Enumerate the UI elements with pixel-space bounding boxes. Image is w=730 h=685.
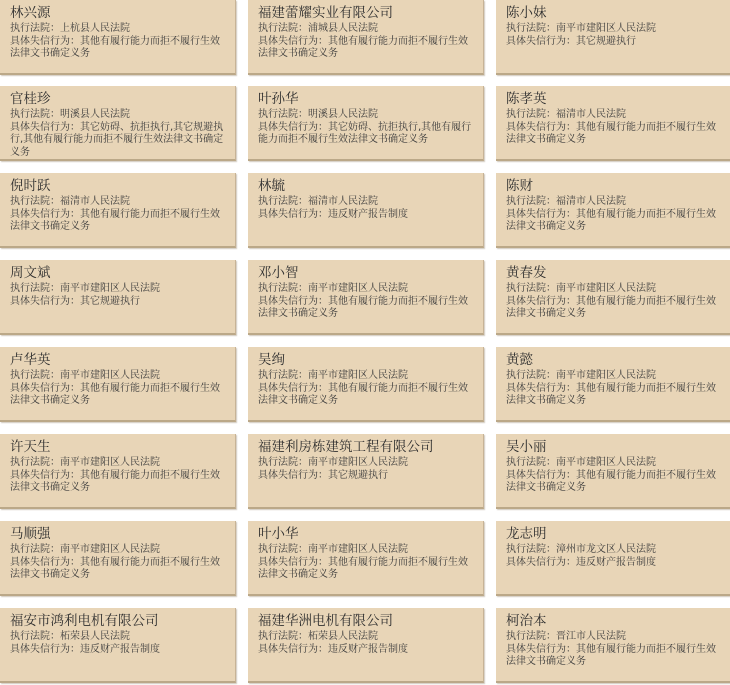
record-name[interactable]: 吴小丽	[506, 439, 547, 455]
court-line	[506, 457, 725, 470]
court-value: 南平市建阳区人民法院	[308, 544, 408, 555]
record-name[interactable]: 龙志明	[506, 526, 547, 542]
behavior-line	[10, 644, 229, 657]
behavior-label: 具体失信行为：	[506, 121, 576, 133]
record-name[interactable]: 黄懿	[506, 352, 533, 368]
court-line	[258, 109, 477, 122]
record-card[interactable]	[248, 86, 484, 161]
record-card[interactable]	[248, 260, 484, 335]
court-label: 执行法院：	[506, 283, 556, 294]
record-name[interactable]: 福建华洲电机有限公司	[258, 613, 393, 629]
record-card[interactable]	[496, 521, 730, 596]
behavior-value: 其他有履行能力而拒不履行生效法律文书确定义务	[506, 382, 716, 406]
behavior-value: 其它妨碍、抗拒执行,其他有履行能力而拒不履行生效法律文书确定义务	[258, 121, 472, 145]
behavior-value: 其它规避执行	[80, 295, 140, 307]
behavior-line	[10, 36, 229, 61]
behavior-label: 具体失信行为：	[258, 469, 328, 481]
court-value: 漳州市龙文区人民法院	[556, 544, 656, 555]
court-value: 明溪县人民法院	[60, 109, 130, 120]
record-name[interactable]: 福建利房栋建筑工程有限公司	[258, 439, 434, 455]
behavior-label: 具体失信行为：	[258, 208, 328, 220]
court-line	[506, 544, 725, 557]
behavior-value: 其他有履行能力而拒不履行生效法律文书确定义务	[10, 556, 220, 580]
behavior-label: 具体失信行为：	[258, 121, 328, 133]
court-value: 南平市建阳区人民法院	[556, 457, 656, 468]
record-name[interactable]: 陈小妹	[506, 5, 547, 21]
court-label: 执行法院：	[506, 631, 556, 642]
court-value: 上杭县人民法院	[60, 23, 130, 34]
behavior-line	[10, 209, 229, 234]
court-value: 福清市人民法院	[556, 109, 626, 120]
court-value: 柘荣县人民法院	[60, 631, 130, 642]
behavior-line	[506, 209, 725, 234]
record-name[interactable]: 官桂珍	[10, 91, 51, 107]
behavior-label: 具体失信行为：	[258, 35, 328, 47]
record-card[interactable]	[496, 260, 730, 335]
court-line	[258, 370, 477, 383]
record-name[interactable]: 叶小华	[258, 526, 299, 542]
behavior-line	[506, 122, 725, 147]
court-line	[258, 196, 477, 209]
court-line	[10, 109, 229, 122]
record-card[interactable]	[248, 0, 484, 75]
behavior-value: 其他有履行能力而拒不履行生效法律文书确定义务	[258, 382, 468, 406]
behavior-value: 其他有履行能力而拒不履行生效法律文书确定义务	[258, 295, 468, 319]
record-card[interactable]	[0, 0, 236, 75]
behavior-label: 具体失信行为：	[10, 643, 80, 655]
behavior-value: 其他有履行能力而拒不履行生效法律文书确定义务	[10, 382, 220, 406]
court-value: 南平市建阳区人民法院	[556, 23, 656, 34]
court-line	[506, 370, 725, 383]
behavior-label: 具体失信行为：	[258, 643, 328, 655]
record-name[interactable]: 马顺强	[10, 526, 51, 542]
court-value: 南平市建阳区人民法院	[308, 370, 408, 381]
behavior-value: 违反财产报告制度	[80, 643, 160, 655]
behavior-value: 其他有履行能力而拒不履行生效法律文书确定义务	[506, 643, 716, 667]
record-name[interactable]: 林兴源	[10, 5, 51, 21]
court-label: 执行法院：	[10, 283, 60, 294]
record-name[interactable]: 周文斌	[10, 265, 51, 281]
court-label: 执行法院：	[506, 109, 556, 120]
behavior-line	[258, 209, 477, 222]
court-value: 浦城县人民法院	[308, 23, 378, 34]
record-card[interactable]	[248, 434, 484, 509]
court-label: 执行法院：	[258, 370, 308, 381]
court-label: 执行法院：	[10, 370, 60, 381]
behavior-label: 具体失信行为：	[258, 295, 328, 307]
behavior-label: 具体失信行为：	[258, 556, 328, 568]
court-value: 南平市建阳区人民法院	[60, 283, 160, 294]
court-label: 执行法院：	[10, 23, 60, 34]
behavior-label: 具体失信行为：	[10, 556, 80, 568]
behavior-line	[10, 470, 229, 495]
court-value: 福清市人民法院	[308, 196, 378, 207]
behavior-value: 其他有履行能力而拒不履行生效法律文书确定义务	[10, 469, 220, 493]
record-name[interactable]: 福建蕾耀实业有限公司	[258, 5, 393, 21]
court-label: 执行法院：	[10, 109, 60, 120]
court-label: 执行法院：	[506, 544, 556, 555]
behavior-label: 具体失信行为：	[10, 121, 80, 133]
behavior-value: 违反财产报告制度	[328, 643, 408, 655]
court-value: 南平市建阳区人民法院	[308, 283, 408, 294]
court-label: 执行法院：	[506, 457, 556, 468]
court-line	[506, 196, 725, 209]
behavior-label: 具体失信行为：	[258, 382, 328, 394]
record-card[interactable]	[496, 347, 730, 422]
record-card[interactable]	[0, 521, 236, 596]
record-card[interactable]	[496, 173, 730, 248]
record-card[interactable]	[496, 86, 730, 161]
record-card[interactable]	[248, 521, 484, 596]
record-card[interactable]	[0, 260, 236, 335]
behavior-line	[506, 296, 725, 321]
record-name[interactable]: 陈孝英	[506, 91, 547, 107]
record-card[interactable]	[248, 173, 484, 248]
court-line	[258, 544, 477, 557]
court-value: 明溪县人民法院	[308, 109, 378, 120]
behavior-label: 具体失信行为：	[10, 295, 80, 307]
behavior-value: 违反财产报告制度	[576, 556, 656, 568]
court-line	[10, 631, 229, 644]
court-label: 执行法院：	[258, 544, 308, 555]
record-card[interactable]	[0, 434, 236, 509]
behavior-line	[258, 36, 477, 61]
behavior-label: 具体失信行为：	[506, 295, 576, 307]
behavior-value: 其他有履行能力而拒不履行生效法律文书确定义务	[506, 295, 716, 319]
court-value: 福清市人民法院	[60, 196, 130, 207]
behavior-line	[258, 122, 477, 147]
behavior-value: 其他有履行能力而拒不履行生效法律文书确定义务	[506, 469, 716, 493]
behavior-line	[506, 470, 725, 495]
behavior-line	[10, 557, 229, 582]
behavior-value: 违反财产报告制度	[328, 208, 408, 220]
court-line	[10, 370, 229, 383]
record-name[interactable]: 邓小智	[258, 265, 299, 281]
record-name[interactable]: 福安市鸿利电机有限公司	[10, 613, 159, 629]
court-label: 执行法院：	[506, 196, 556, 207]
record-name[interactable]: 叶孙华	[258, 91, 299, 107]
court-line	[10, 196, 229, 209]
behavior-line	[10, 296, 229, 309]
behavior-line	[506, 644, 725, 669]
behavior-line	[258, 644, 477, 657]
record-card[interactable]	[0, 173, 236, 248]
behavior-label: 具体失信行为：	[10, 382, 80, 394]
court-label: 执行法院：	[258, 196, 308, 207]
behavior-line	[506, 36, 725, 49]
behavior-value: 其他有履行能力而拒不履行生效法律文书确定义务	[10, 208, 220, 232]
court-value: 南平市建阳区人民法院	[60, 544, 160, 555]
court-label: 执行法院：	[10, 457, 60, 468]
behavior-label: 具体失信行为：	[10, 208, 80, 220]
behavior-value: 其他有履行能力而拒不履行生效法律文书确定义务	[258, 556, 468, 580]
court-label: 执行法院：	[258, 631, 308, 642]
court-line	[10, 457, 229, 470]
behavior-label: 具体失信行为：	[506, 556, 576, 568]
behavior-value: 其它妨碍、抗拒执行,其它规避执行,其他有履行能力而拒不履行生效法律文书确定义务	[10, 121, 224, 158]
behavior-line	[10, 383, 229, 408]
court-line	[506, 23, 725, 36]
behavior-line	[506, 557, 725, 570]
behavior-label: 具体失信行为：	[506, 469, 576, 481]
court-value: 南平市建阳区人民法院	[556, 370, 656, 381]
court-label: 执行法院：	[10, 631, 60, 642]
court-line	[506, 109, 725, 122]
behavior-label: 具体失信行为：	[506, 35, 576, 47]
record-name[interactable]: 黄春发	[506, 265, 547, 281]
behavior-line	[258, 557, 477, 582]
behavior-label: 具体失信行为：	[506, 382, 576, 394]
record-card[interactable]	[248, 347, 484, 422]
behavior-value: 其他有履行能力而拒不履行生效法律文书确定义务	[506, 121, 716, 145]
court-line	[506, 283, 725, 296]
record-name[interactable]: 许天生	[10, 439, 51, 455]
court-line	[258, 631, 477, 644]
behavior-value: 其它规避执行	[576, 35, 636, 47]
court-value: 南平市建阳区人民法院	[556, 283, 656, 294]
record-card[interactable]	[0, 86, 236, 161]
court-label: 执行法院：	[258, 23, 308, 34]
record-name[interactable]: 林毓	[258, 178, 285, 194]
court-label: 执行法院：	[10, 544, 60, 555]
court-line	[506, 631, 725, 644]
behavior-value: 其他有履行能力而拒不履行生效法律文书确定义务	[10, 35, 220, 59]
record-card[interactable]	[496, 0, 730, 75]
behavior-label: 具体失信行为：	[506, 643, 576, 655]
court-value: 南平市建阳区人民法院	[60, 457, 160, 468]
record-name[interactable]: 陈财	[506, 178, 533, 194]
behavior-label: 具体失信行为：	[10, 35, 80, 47]
court-value: 南平市建阳区人民法院	[308, 457, 408, 468]
court-value: 柘荣县人民法院	[308, 631, 378, 642]
court-label: 执行法院：	[258, 109, 308, 120]
court-label: 执行法院：	[258, 457, 308, 468]
court-value: 晋江市人民法院	[556, 631, 626, 642]
behavior-line	[10, 122, 229, 160]
behavior-label: 具体失信行为：	[10, 469, 80, 481]
behavior-line	[258, 383, 477, 408]
court-line	[10, 283, 229, 296]
record-card[interactable]	[248, 608, 484, 683]
behavior-label: 具体失信行为：	[506, 208, 576, 220]
court-label: 执行法院：	[506, 370, 556, 381]
court-value: 南平市建阳区人民法院	[60, 370, 160, 381]
court-value: 福清市人民法院	[556, 196, 626, 207]
record-name[interactable]: 柯治本	[506, 613, 547, 629]
court-label: 执行法院：	[258, 283, 308, 294]
behavior-line	[258, 470, 477, 483]
record-card[interactable]	[0, 347, 236, 422]
behavior-value: 其他有履行能力而拒不履行生效法律文书确定义务	[506, 208, 716, 232]
record-name[interactable]: 倪时跃	[10, 178, 51, 194]
behavior-line	[506, 383, 725, 408]
court-line	[10, 544, 229, 557]
court-line	[10, 23, 229, 36]
behavior-value: 其他有履行能力而拒不履行生效法律文书确定义务	[258, 35, 468, 59]
court-label: 执行法院：	[10, 196, 60, 207]
court-label: 执行法院：	[506, 23, 556, 34]
court-line	[258, 457, 477, 470]
behavior-value: 其它规避执行	[328, 469, 388, 481]
record-card[interactable]	[496, 434, 730, 509]
court-line	[258, 283, 477, 296]
court-line	[258, 23, 477, 36]
record-card[interactable]	[496, 608, 730, 683]
record-card[interactable]	[0, 608, 236, 683]
behavior-line	[258, 296, 477, 321]
record-name[interactable]: 卢华英	[10, 352, 51, 368]
record-name[interactable]: 吴绚	[258, 352, 285, 368]
